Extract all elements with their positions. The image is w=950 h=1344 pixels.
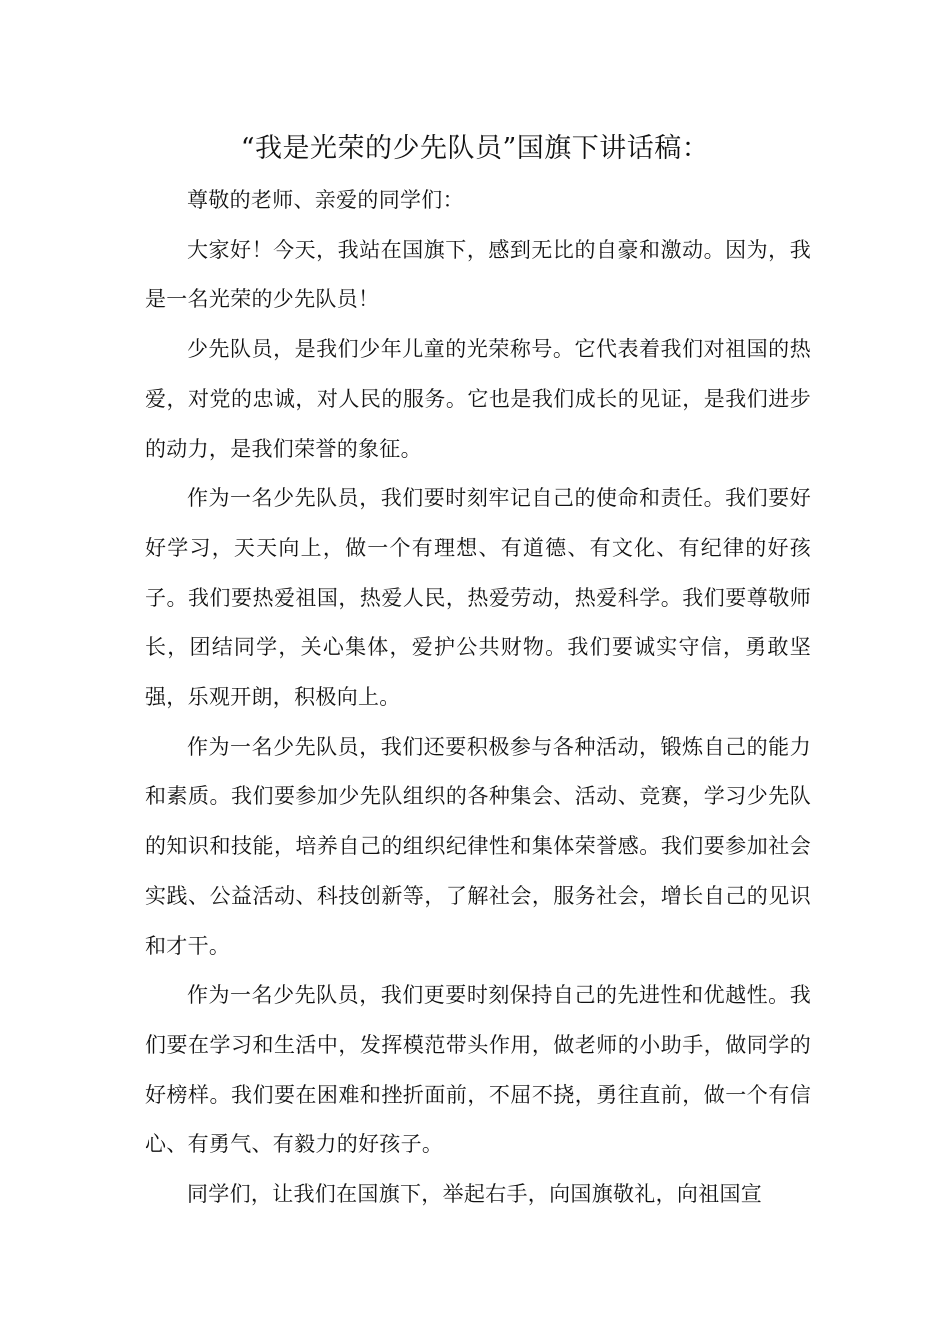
paragraph: 作为一名少先队员，我们更要时刻保持自己的先进性和优越性。我们要在学习和生活中，发挥模范带头作用，做老师的小助手，做同学的好榜样。我们要在困难和挫折面前，不屈不挠，勇往直前，做一个有信心、有勇气、有毅力的好孩子。 <box>145 983 811 1157</box>
paragraph: 少先队员，是我们少年儿童的光荣称号。它代表着我们对祖国的热爱，对党的忠诚，对人民的服务。它也是我们成长的见证，是我们进步的动力，是我们荣誉的象征。 <box>145 337 811 461</box>
paragraph: 同学们，让我们在国旗下，举起右手，向国旗敬礼，向祖国宣 <box>187 1182 763 1207</box>
document-title: “我是光荣的少先队员”国旗下讲话稿： <box>240 133 710 164</box>
document-body <box>145 176 811 1220</box>
paragraph: 作为一名少先队员，我们还要积极参与各种活动，锻炼自己的能力和素质。我们要参加少先队组织的各种集会、活动、竞赛，学习少先队的知识和技能，培养自己的组织纪律性和集体荣誉感。我们要参加社会实践、公益活动、科技创新等，了解社会，服务社会，增长自己的见识和才干。 <box>145 734 811 958</box>
paragraph: 大家好！今天，我站在国旗下，感到无比的自豪和激动。因为，我是一名光荣的少先队员！ <box>145 237 811 312</box>
paragraph: 作为一名少先队员，我们要时刻牢记自己的使命和责任。我们要好好学习，天天向上，做一个有理想、有道德、有文化、有纪律的好孩子。我们要热爱祖国，热爱人民，热爱劳动，热爱科学。我们要尊敬师长，团结同学，关心集体，爱护公共财物。我们要诚实守信，勇敢坚强，乐观开朗，积极向上。 <box>145 486 811 710</box>
salutation: 尊敬的老师、亲爱的同学们： <box>187 188 464 212</box>
